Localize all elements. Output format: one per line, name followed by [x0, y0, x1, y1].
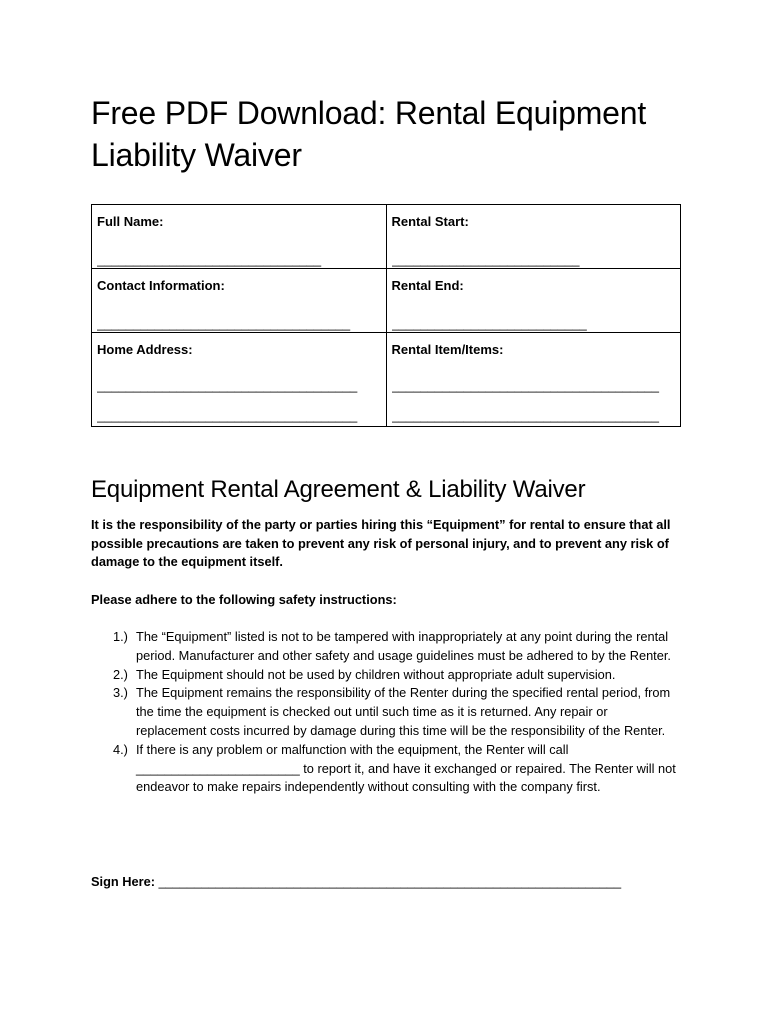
instructions-heading: Please adhere to the following safety instructions:: [91, 592, 397, 607]
contact-info-field[interactable]: ___________________________________: [97, 316, 351, 331]
list-item: [91, 666, 681, 685]
home-address-cell: [92, 333, 387, 427]
rental-start-label: Rental Start:: [391, 214, 469, 229]
renter-info-table: [91, 204, 681, 427]
waiver-document: [91, 92, 681, 889]
full-name-field[interactable]: _______________________________: [97, 252, 322, 267]
rental-start-cell: [386, 205, 681, 269]
agreement-intro: It is the responsibility of the party or parties hiring this “Equipment” for rental to ensure that all possible precautions are taken to prevent any risk of personal injury, and to prevent any risk of damage to the equipment itself.: [91, 517, 671, 569]
rental-start-field[interactable]: __________________________: [391, 252, 580, 267]
rental-items-cell: [386, 333, 681, 427]
document-title: Free PDF Download: Rental Equipment Liability Waiver: [91, 95, 647, 173]
list-item: [91, 628, 681, 666]
contact-info-label: Contact Information:: [97, 278, 225, 293]
rental-items-field-2[interactable]: _____________________________________: [391, 408, 660, 423]
signature-field[interactable]: _________________________________________________________________: [158, 874, 622, 889]
signature-line: [91, 873, 621, 892]
rule-text: The “Equipment” listed is not to be tampered with inappropriately at any point during the rental period. Manufacturer and other safety and usage guidelines must be adhered to by the Renter.: [136, 629, 671, 663]
full-name-cell: [92, 205, 387, 269]
sign-here-label: Sign Here:: [91, 874, 155, 889]
rental-items-field-1[interactable]: _____________________________________: [391, 378, 660, 393]
rental-end-label: Rental End:: [391, 278, 464, 293]
contact-info-cell: [92, 269, 387, 333]
rule-number: 3.): [113, 685, 128, 701]
rental-end-field[interactable]: ___________________________: [391, 316, 587, 331]
rule-number: 2.): [113, 666, 128, 682]
full-name-label: Full Name:: [97, 214, 164, 229]
home-address-label: Home Address:: [97, 342, 193, 357]
table-row: [92, 205, 681, 269]
rental-end-cell: [386, 269, 681, 333]
home-address-field-1[interactable]: ____________________________________: [97, 378, 358, 393]
rule-text: If there is any problem or malfunction with the equipment, the Renter will call _______________________ to report it, and have it exchanged or repaired. The Renter will not endeavor to make repairs independently without consulting with the company first.: [136, 741, 676, 795]
agreement-heading: Equipment Rental Agreement & Liability Waiver: [91, 476, 586, 503]
list-item: [91, 741, 681, 797]
table-row: [92, 269, 681, 333]
home-address-field-2[interactable]: ____________________________________: [97, 408, 358, 423]
list-item: [91, 684, 681, 740]
rental-items-label: Rental Item/Items:: [391, 342, 504, 357]
table-row: [92, 333, 681, 427]
safety-rules-list: [91, 628, 681, 797]
rule-number: 4.): [113, 741, 128, 757]
rule-text: The Equipment should not be used by children without appropriate adult supervision.: [136, 666, 616, 682]
rule-number: 1.): [113, 629, 128, 644]
rule-text: The Equipment remains the responsibility of the Renter during the specified rental period, from the time the equipment is checked out until such time as it is returned. Any repair or replacement costs incurred by damage during this time will be the responsibility of the Renter.: [136, 685, 671, 738]
